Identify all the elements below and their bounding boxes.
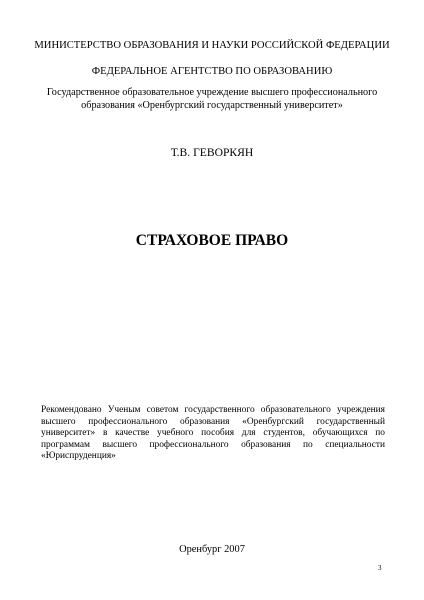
author-name: Т.В. ГЕВОРКЯН xyxy=(170,146,254,159)
university-line-1: Государственное образовательное учреждение высшего профессионального xyxy=(46,87,378,98)
agency-heading: ФЕДЕРАЛЬНОЕ АГЕНТСТВО ПО ОБРАЗОВАНИЮ xyxy=(91,66,333,77)
recommendation-paragraph: Рекомендовано Ученым советом государственного образовательного учреждения высшего профессионального образования «Оренбургский государственный университет» в качестве учебного пособия для студентов, обучающихся по программам высшего профессионального образования по специальности «Юриспруденция» xyxy=(41,405,385,462)
university-heading xyxy=(0,86,424,112)
university-line-2: образования «Оренбургский государственный университет» xyxy=(81,100,343,111)
document-title: СТРАХОВОЕ ПРАВО xyxy=(135,232,289,249)
city-year: Оренбург 2007 xyxy=(179,544,245,555)
ministry-heading: МИНИСТЕРСТВО ОБРАЗОВАНИЯ И НАУКИ РОССИЙСКОЙ ФЕДЕРАЦИИ xyxy=(34,40,390,51)
page-number: 3 xyxy=(378,564,382,572)
